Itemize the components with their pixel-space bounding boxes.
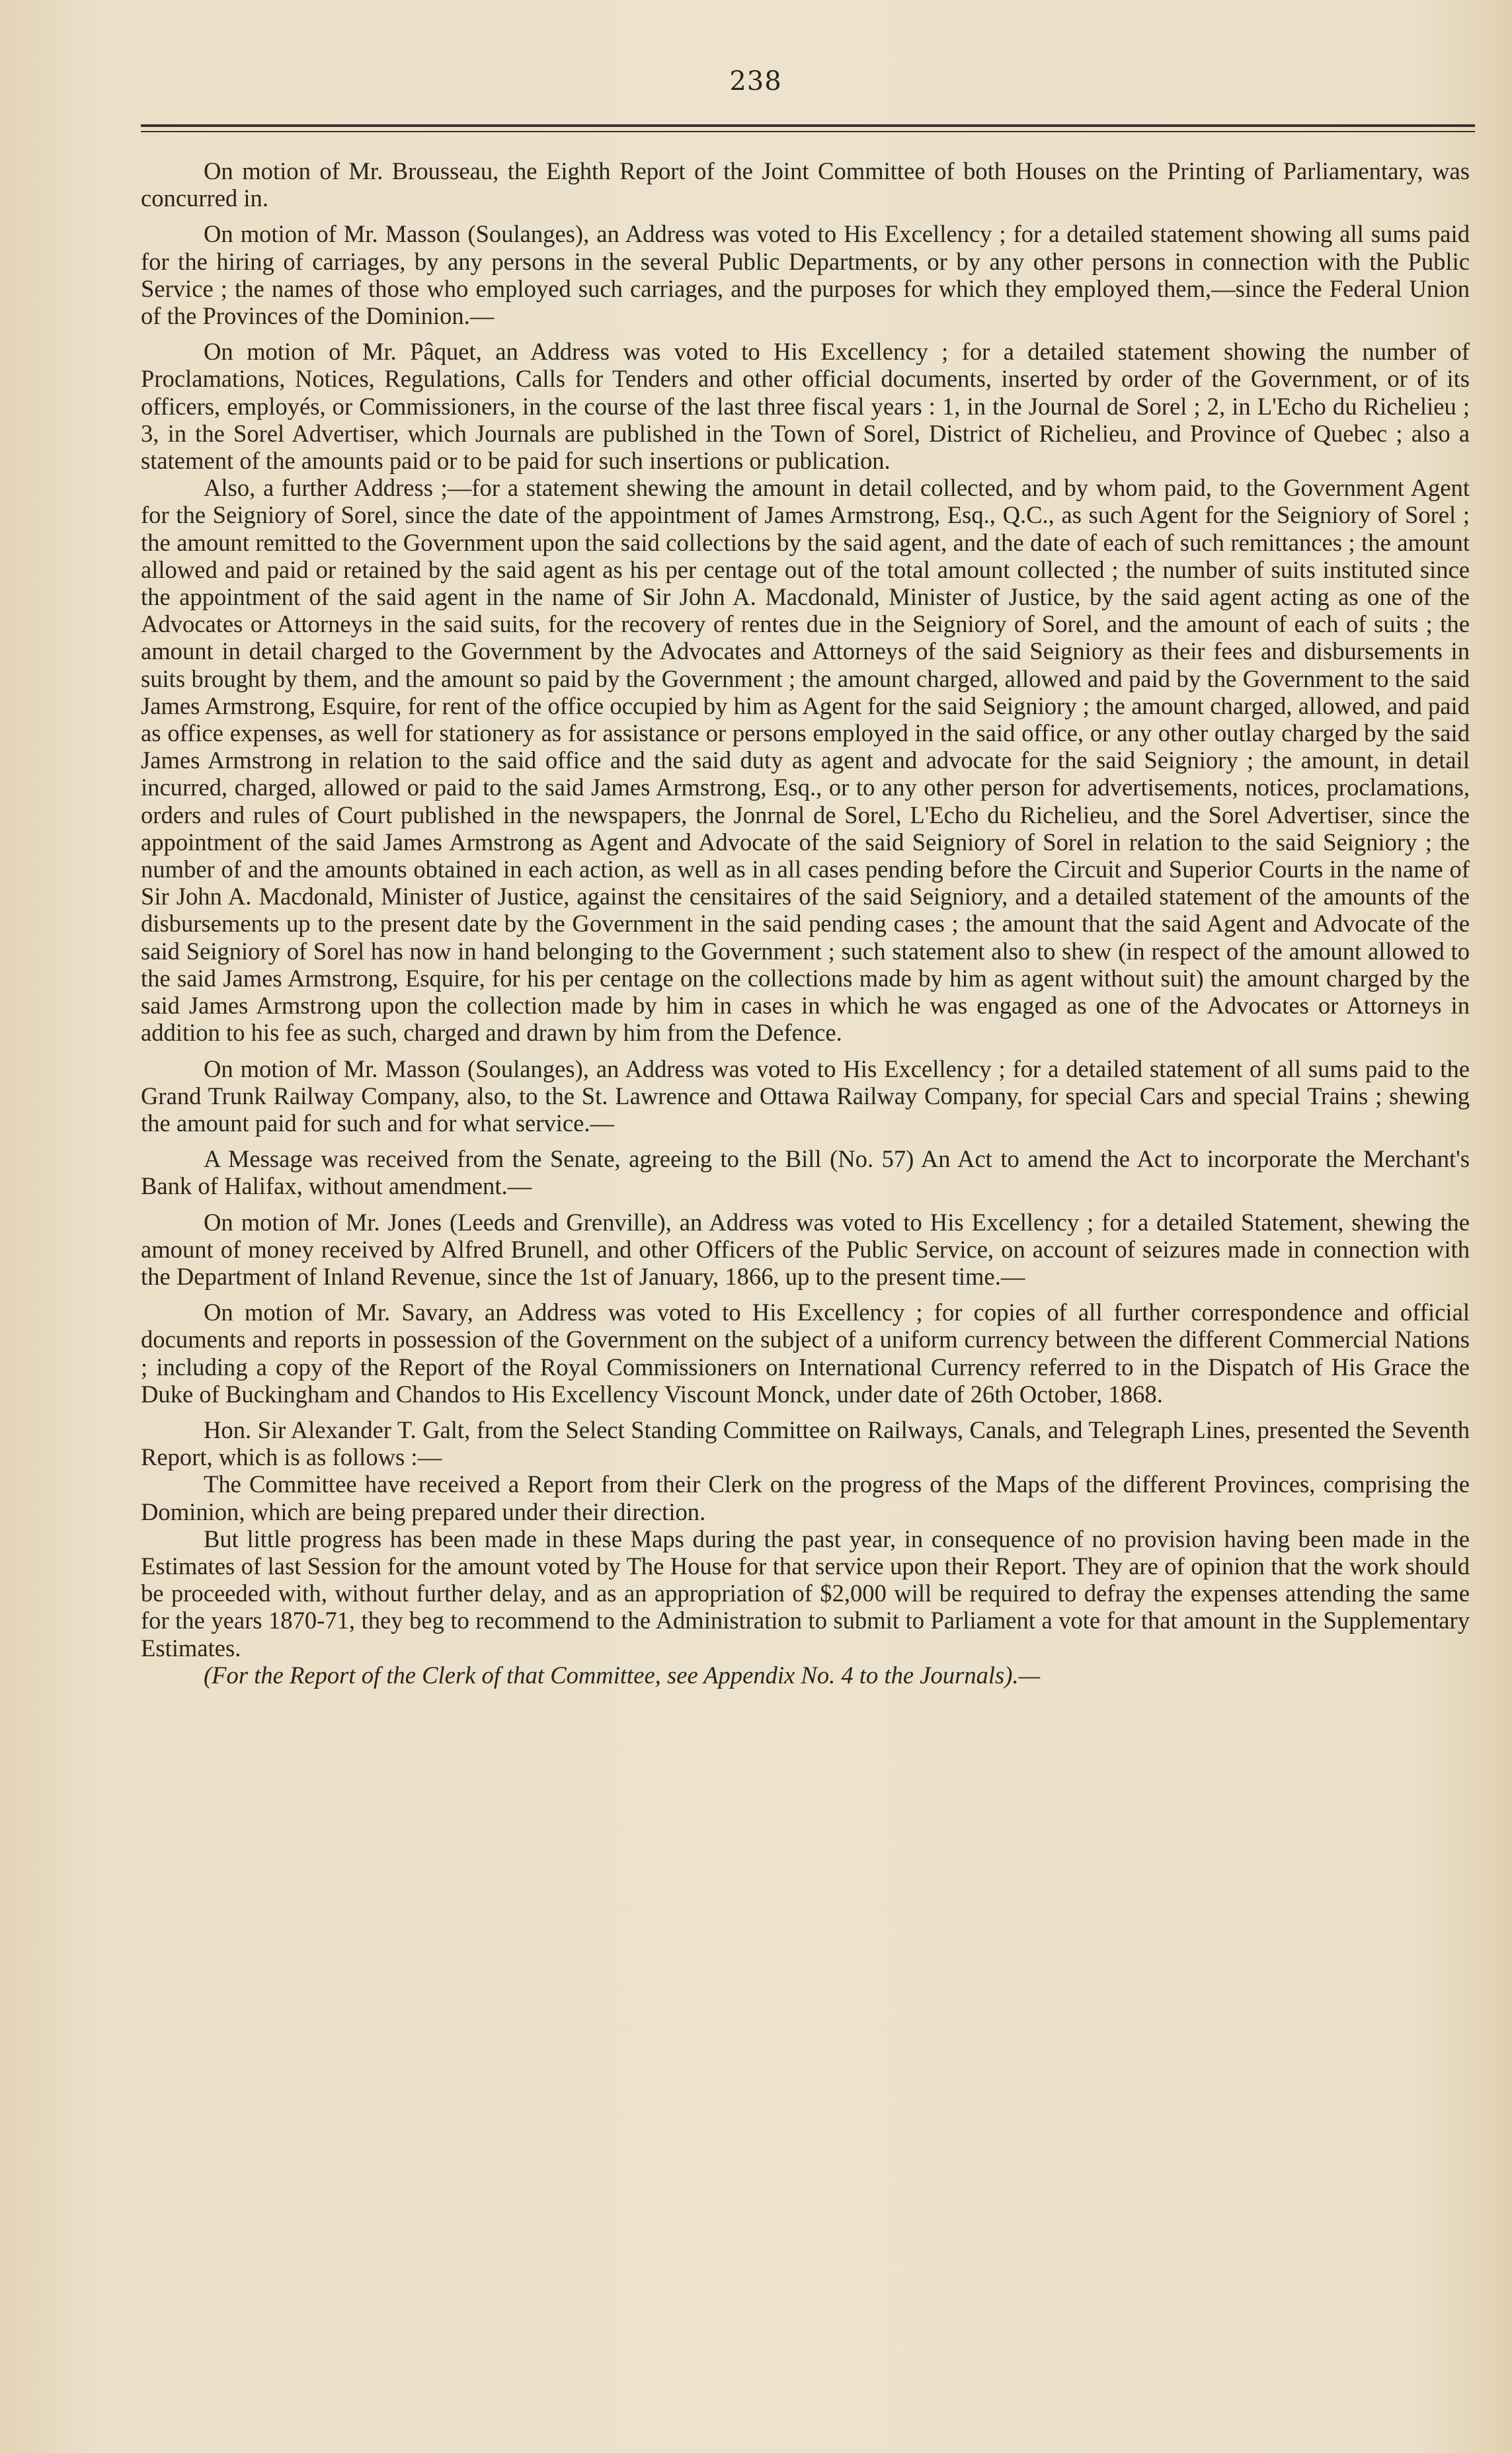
paragraph-senate-message: A Message was received from the Senate, agreeing to the Bill (No. 57) An Act to amend the Act to incorporate the Merchant's Bank of Halifax, without amendment.— bbox=[141, 1145, 1470, 1200]
header-rule-thin bbox=[141, 131, 1475, 132]
paragraph-masson-carriages-motion: On motion of Mr. Masson (Soulanges), an Address was voted to His Excellency ; for a detailed statement showing all sums paid for the hiring of carriages, by any persons in the several Public Departments, or by any other persons in connection with the Public Service ; the names of those who employed such carriages, and the purposes for which they employed them,—since the Federal Union of the Provinces of the Dominion.— bbox=[141, 220, 1470, 330]
page-number: 238 bbox=[729, 66, 782, 97]
paragraph-brousseau-motion: On motion of Mr. Brousseau, the Eighth Report of the Joint Committee of both Houses on the Printing of Parliamentary, was concurred in. bbox=[141, 157, 1470, 212]
paragraph-committee-maps: The Committee have received a Report from their Clerk on the progress of the Maps of the different Provinces, comprising the Dominion, which are being prepared under their direction. bbox=[141, 1470, 1470, 1525]
paragraph-sorel-seigniory-address: Also, a further Address ;—for a statement shewing the amount in detail collected, and by whom paid, to the Government Agent for the Seigniory of Sorel, since the date of the appointment of James Armstrong, Esq., Q.C., as such Agent for the Seigniory of Sorel ; the amount remitted to the Government upon the said collections by the said agent, and the date of each of such remittances ; the amount allowed and paid or retained by the said agent as his per centage out of the total amount collected ; the number of suits instituted since the appointment of the said agent in the name of Sir John A. Macdonald, Minister of Justice, by the said agent acting as one of the Advocates or Attorneys in the said suits, for the recovery of rentes due in the Seigniory of Sorel, and the amount of each of suits ; the amount in detail charged to the Government by the Advocates and Attorneys of the said Seigniory as their fees and disbursements in suits brought by them, and the amount so paid by the Government ; the amount charged, allowed and paid by the Government to the said James Armstrong, Esquire, for rent of the office occupied by him as Agent for the said Seigniory ; the amount charged, allowed, and paid as office expenses, as well for stationery as for assistance or persons employed in the said office, or any other outlay charged by the said James Armstrong in relation to the said office and the said duty as agent and advocate for the said Seigniory ; the amount, in detail incurred, charged, allowed or paid to the said James Armstrong, Esq., or to any other person for advertisements, notices, proclamations, orders and rules of Court published in the newspapers, the Jonrnal de Sorel, L'Echo du Richelieu, and the Sorel Advertiser, since the appointment of the said James Armstrong as Agent and Advocate of the said Seigniory of Sorel in relation to the said Seigniory ; the number of and the amounts obtained in each action, as well as in all cases pending before the Circuit and Superior Courts in the name of Sir John A. Macdonald, Minister of Justice, against the censitaires of the said Seigniory, and a detailed statement of the amounts of the disbursements up to the present date by the Government in the said pending cases ; the amount that the said Agent and Advocate of the said Seigniory of Sorel has now in hand belonging to the Government ; such statement also to shew (in respect of the amount allowed to the said James Armstrong, Esquire, for his per centage on the collections made by him as agent without suit) the amount charged by the said James Armstrong upon the collection made by him in cases in which he was engaged as one of the Advocates or Attorneys in addition to his fee as such, charged and drawn by him from the Defence. bbox=[141, 474, 1470, 1047]
appendix-note: (For the Report of the Clerk of that Committee, see Appendix No. 4 to the Journals).— bbox=[204, 1661, 1041, 1689]
paragraph-paquet-motion: On motion of Mr. Pâquet, an Address was voted to His Excellency ; for a detailed statement showing the number of Proclamations, Notices, Regulations, Calls for Tenders and other official documents, inserted by order of the Government, or of its officers, employés, or Commissioners, in the course of the last three fiscal years : 1, in the Journal de Sorel ; 2, in L'Echo du Richelieu ; 3, in the Sorel Advertiser, which Journals are published in the Town of Sorel, District of Richelieu, and Province of Quebec ; also a statement of the amounts paid or to be paid for such insertions or publication. bbox=[141, 338, 1470, 475]
paragraph-galt-report: Hon. Sir Alexander T. Galt, from the Select Standing Committee on Railways, Canals, and Telegraph Lines, presented the Seventh Report, which is as follows :— bbox=[141, 1416, 1470, 1471]
journal-body bbox=[141, 157, 1470, 1697]
header-rule-thick bbox=[141, 124, 1475, 127]
paragraph-savary-motion: On motion of Mr. Savary, an Address was voted to His Excellency ; for copies of all further correspondence and official documents and reports in possession of the Government on the subject of a uniform currency between the different Commercial Nations ; including a copy of the Report of the Royal Commissioners on International Currency referred to in the Dispatch of His Grace the Duke of Buckingham and Chandos to His Excellency Viscount Monck, under date of 26th October, 1868. bbox=[141, 1299, 1470, 1408]
paragraph-jones-motion: On motion of Mr. Jones (Leeds and Grenville), an Address was voted to His Excellency ; for a detailed Statement, shewing the amount of money received by Alfred Brunell, and other Officers of the Public Service, on account of seizures made in connection with the Department of Inland Revenue, since the 1st of January, 1866, up to the present time.— bbox=[141, 1208, 1470, 1290]
paragraph-maps-progress: But little progress has been made in these Maps during the past year, in consequence of no provision having been made in the Estimates of last Session for the amount voted by The House for that service upon their Report. They are of opinion that the work should be proceeded with, without further delay, and as an appropriation of $2,000 will be required to defray the expenses attending the same for the years 1870-71, they beg to recommend to the Administration to submit to Parliament a vote for that amount in the Supplementary Estimates. bbox=[141, 1525, 1470, 1662]
paragraph-masson-railway-motion: On motion of Mr. Masson (Soulanges), an Address was voted to His Excellency ; for a detailed statement of all sums paid to the Grand Trunk Railway Company, also, to the St. Lawrence and Ottawa Railway Company, for special Cars and special Trains ; shewing the amount paid for such and for what service.— bbox=[141, 1055, 1470, 1137]
